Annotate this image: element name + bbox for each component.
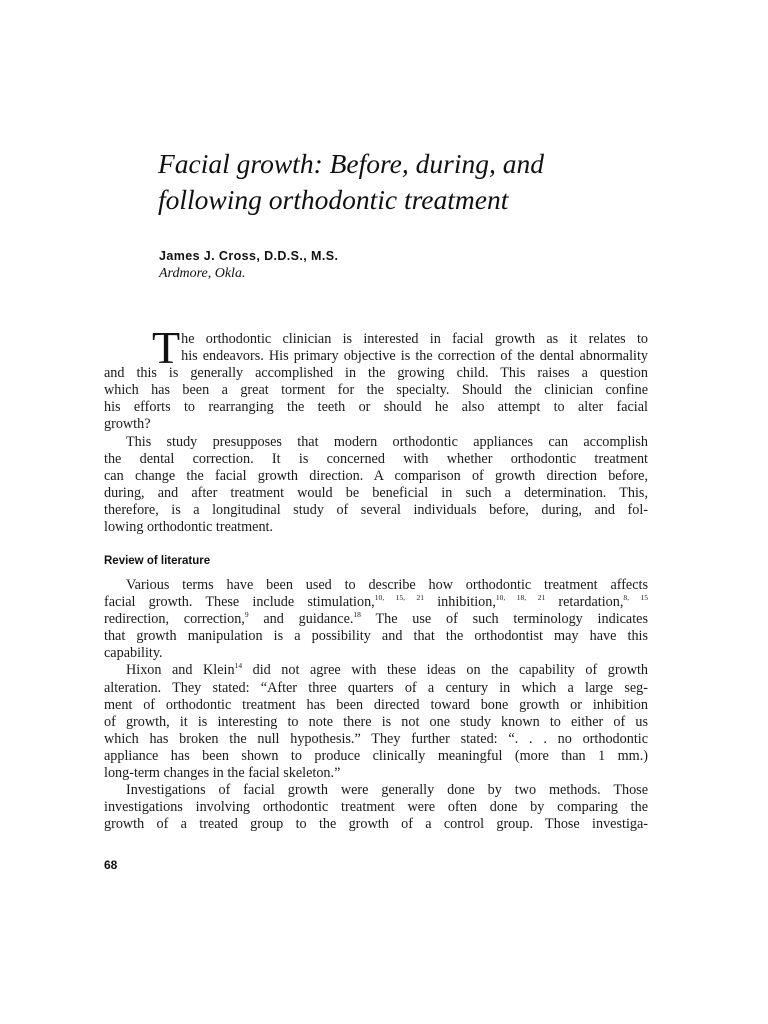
text-line: alteration. They stated: “After three quarters of a century in which a large seg- — [104, 679, 648, 696]
article-title — [158, 146, 678, 218]
author-affiliation: Ardmore, Okla. — [159, 266, 246, 281]
text-line: which has been a great torment for the specialty. Should the clinician confine — [104, 382, 648, 399]
text-line: and this is generally accomplished in the growing child. This raises a question — [104, 365, 648, 382]
text-run: facial growth. These include stimulation, — [104, 594, 375, 611]
text-run: inhibition, — [424, 594, 496, 611]
text-run: Hixon and Klein — [126, 662, 235, 679]
review-paragraph-1 — [104, 577, 648, 662]
text-line: appliance has been shown to produce clinically meaningful (more than 1 mm.) — [104, 747, 648, 764]
text-line: therefore, is a longitudinal study of several individuals before, during, and fol- — [104, 501, 648, 518]
review-paragraph-3 — [104, 782, 648, 833]
text-line: long-term changes in the facial skeleton.” — [104, 765, 341, 782]
text-run: The use of such terminology indicates — [360, 611, 648, 628]
section-heading: Review of literature — [104, 555, 211, 567]
text-run: redirection, correction, — [104, 611, 245, 628]
text-line: growth of a treated group to the growth of a control group. Those investiga- — [104, 816, 648, 833]
text-line: that growth manipulation is a possibility and that the orthodontist may have this — [104, 628, 648, 645]
text-run: retardation, — [545, 594, 624, 611]
text-line: his efforts to rearranging the teeth or should he also attempt to alter facial — [104, 399, 648, 416]
intro-section — [104, 322, 648, 536]
text-line: his endeavors. His primary objective is the correction of the dental abnormality — [181, 348, 648, 365]
text-line: can change the facial growth direction. A comparison of growth direction before, — [104, 467, 648, 484]
text-line: capability. — [104, 645, 163, 662]
text-line: Various terms have been used to describe how orthodontic treatment affects — [126, 577, 648, 593]
text-line: investigations involving orthodontic treatment were often done by comparing the — [104, 799, 648, 816]
citation: 8, 15 — [623, 593, 649, 603]
review-section — [104, 577, 648, 833]
citation: 10, 15, 21 — [374, 593, 425, 603]
title-line-1: Facial growth: Before, during, and — [158, 148, 544, 179]
intro-paragraph-2 — [104, 434, 648, 537]
citation: 9 — [244, 610, 249, 620]
text-line: which has broken the null hypothesis.” They further stated: “. . . no orthodontic — [104, 730, 648, 747]
text-line: during, and after treatment would be beneficial in such a determination. This, — [104, 484, 648, 501]
text-line: ment of orthodontic treatment has been directed toward bone growth or inhibition — [104, 696, 648, 713]
text-line: he orthodontic clinician is interested in facial growth as it relates to — [181, 331, 648, 347]
drop-cap: T — [152, 322, 181, 373]
text-line — [104, 594, 648, 611]
text-line: growth? — [104, 416, 151, 433]
text-line — [104, 611, 648, 628]
text-line: the dental correction. It is concerned with whether orthodontic treatment — [104, 450, 648, 467]
text-run: and guidance. — [248, 611, 354, 628]
review-paragraph-2 — [104, 662, 648, 782]
text-run: did not agree with these ideas on the capability of growth — [242, 662, 648, 679]
author-name: James J. Cross, D.D.S., M.S. — [159, 249, 339, 263]
title-line-2: following orthodontic treatment — [158, 184, 509, 215]
text-line — [104, 662, 648, 679]
citation: 10, 18, 21 — [495, 593, 546, 603]
text-line: This study presupposes that modern orthodontic appliances can accomplish — [126, 433, 648, 450]
intro-paragraph-1 — [104, 322, 648, 434]
citation: 18 — [353, 610, 361, 620]
text-line: Investigations of facial growth were generally done by two methods. Those — [126, 782, 648, 799]
citation: 14 — [234, 661, 243, 671]
text-line: lowing orthodontic treatment. — [104, 519, 274, 536]
text-line: of growth, it is interesting to note there is not one study known to either of us — [104, 713, 648, 730]
page-number: 68 — [104, 858, 118, 872]
